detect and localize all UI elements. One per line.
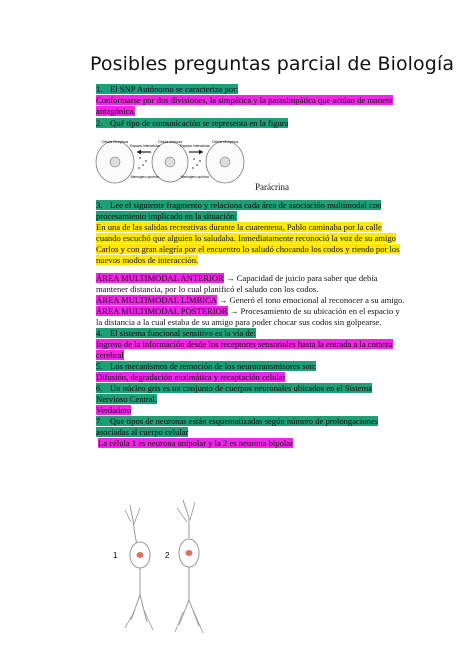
question-3-text: Lee el siguiente fragmento y relaciona cada área de asociación multimodal con procesamiento implicado en la situación: — [96, 200, 382, 221]
question-6-highlight — [96, 383, 372, 404]
neuron-label-2: 2 — [165, 551, 170, 560]
answer-1-text: Conformarse por dos divisiones, la simpática y la parasimpática que actúan de manera antagónica. — [96, 95, 393, 116]
question-3-number: 3. — [96, 200, 103, 210]
question-5 — [96, 361, 396, 372]
passage — [96, 222, 406, 266]
arrow-right-icon: → — [225, 273, 235, 283]
document-body — [96, 84, 393, 129]
answer-7-text: La célula 1 es neurona unipolar y la 2 es neurona bipolar — [98, 438, 293, 448]
answer-4 — [96, 339, 406, 361]
area-limbica-label: ÁREA MULTIMODAL LÍMBICA — [96, 295, 217, 305]
question-7-highlight — [96, 416, 378, 437]
fig-label-space-a: Espacio intercelular — [130, 144, 160, 148]
fig-label-messenger-b: Mensajero químico — [180, 175, 210, 179]
area-anterior-label: ÁREA MULTIMODAL ANTERIOR — [96, 273, 224, 283]
question-7 — [96, 416, 396, 438]
arrow-right-icon: → — [229, 306, 239, 316]
answer-4-text: Ingreso de la información desde los receptores sensoriales hasta la entrada a la corteza cerebral — [96, 339, 393, 360]
question-1-text: El SNP Autónomo se caracteriza por: — [110, 84, 239, 94]
answer-6-text: Verdadero — [96, 405, 132, 415]
area-posterior-label: ÁREA MULTIMODAL POSTERIOR — [96, 306, 228, 316]
neuron-label-1: 1 — [113, 551, 118, 560]
question-4-text: El sistema funcional sensitivo es la vía de: — [110, 328, 256, 338]
question-2-highlight — [96, 118, 288, 128]
question-1-highlight — [96, 84, 238, 94]
area-posterior-text: Procesamiento de su ubicación en el espacio y la distancia a la cual estaba de su amigo para poder chocar sus codos sin golpearse. — [96, 306, 400, 327]
area-posterior — [96, 306, 406, 328]
answer-7 — [96, 438, 396, 449]
fig-label-cell-a: Célula receptora — [101, 140, 129, 144]
answer-5 — [96, 372, 396, 383]
fig-label-messenger-a: Mensajero químico — [130, 175, 160, 179]
question-1 — [96, 84, 386, 95]
question-3-highlight — [96, 200, 381, 221]
fig-label-space-b: Espacio intercelular — [180, 144, 210, 148]
neuron-diagram — [95, 500, 235, 640]
question-5-highlight — [96, 361, 316, 371]
fig-label-cell-b: Célula emisora — [158, 140, 182, 144]
question-6 — [96, 383, 396, 405]
question-4 — [96, 328, 396, 339]
question-5-text: Los mecanismos de remoción de los neurotransmisores son: — [110, 361, 317, 371]
question-4-number: 4. — [96, 328, 103, 338]
area-anterior-text: Capacidad de juicio para saber que debía mantener distancia, por lo cual planificó el saludo con los codos. — [96, 273, 378, 294]
fig-label-cell-c: Célula receptora — [211, 140, 239, 144]
area-limbica — [96, 295, 406, 306]
question-5-number: 5. — [96, 361, 103, 371]
receptor-cell-right-nucleus — [220, 157, 230, 167]
question-6-number: 6. — [96, 383, 103, 393]
question-3 — [96, 200, 396, 222]
question-7-text: Que tipos de neuronas están esquematizadas según número de prolongaciones asociadas al cuerpo celular — [96, 416, 378, 437]
arrow-right-head — [199, 150, 203, 155]
area-limbica-text: Generó el tono emocional al reconocer a su amigo. — [229, 295, 405, 305]
question-2-text: Qué tipo de comunicación se representa en la figura — [110, 118, 289, 128]
document-body-2 — [96, 200, 405, 449]
question-7-number: 7. — [96, 416, 103, 426]
paracrine-figure — [95, 138, 245, 186]
question-2-number: 2. — [96, 118, 103, 128]
passage-text: En una de las salidas recreativas durante la cuarentena, Pablo caminaba por la calle cuando escuchó que alguien lo saludaba. Inmediatamente reconoció la voz de su amigo Carlos y con gran alegría por el encuentro lo saludó chocando los codos y riendo por los nuevos modos de interacción. — [96, 222, 400, 265]
answer-5-text: Difusión, degradación enzimática y recaptación celular — [96, 372, 286, 382]
unipolar-neuron — [125, 505, 153, 630]
bipolar-neuron — [175, 500, 203, 633]
page-title: Posibles preguntas parcial de Biología — [90, 53, 455, 75]
question-4-highlight — [96, 328, 256, 338]
emitter-cell-nucleus — [165, 157, 175, 167]
question-6-text: Un núcleo gris es un conjunto de cuerpos neuronales ubicados en el Sistema Nervioso Central. — [96, 383, 373, 404]
receptor-cell-left-nucleus — [110, 157, 120, 167]
area-anterior — [96, 273, 406, 295]
arrow-left-head — [137, 150, 141, 155]
arrow-right-icon: → — [218, 295, 228, 305]
question-2 — [96, 118, 386, 129]
answer-6 — [96, 405, 396, 416]
question-1-number: 1. — [96, 84, 103, 94]
answer-2: Parácrina — [255, 182, 289, 192]
answer-1 — [96, 95, 406, 117]
